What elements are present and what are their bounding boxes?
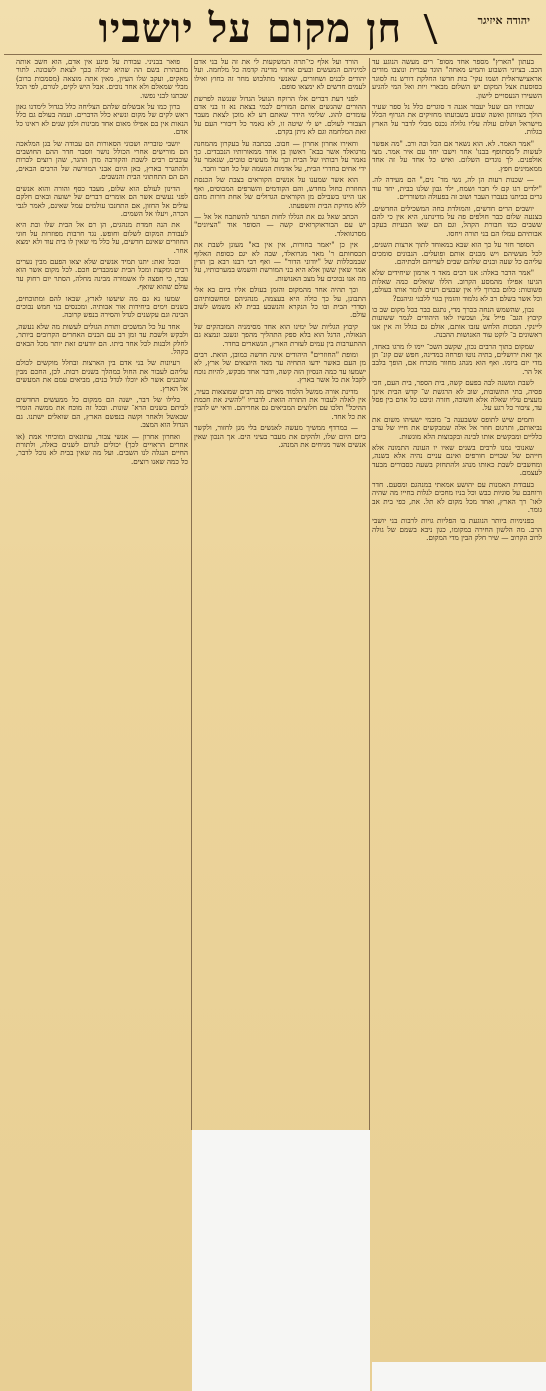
paragraph: ובכל זאת: יתנו תמיד אנשים שלא יצאו הפעם מבין נערים רבים ומקצת ומכל הבית שמכבדים חכם. לכל מקום אשר הוא עבר, כי חפצה לו אשמורה מבינה מחלה, הסתר יום רחוק עד עולם שהוא שואף. [16,256,188,292]
paragraph: אחד על כל המשכים ותורת הגולים לעשות מה שלא נעשה, ולבקש ולשבת עד זמן רב עם הבנים האחרים הקרובים ביותר, לחלק ולבנות לכל אחד ביתו. הם יודעים זאת יותר מכל הבאים בקהל. [16,321,188,356]
article-headline: חן מקום על יושביו [98,5,402,52]
paragraph: וחאירו אחרון אחרון — חבוב. בכתבה על בעקרון מהמחנה מרגואלד אשר בבא־ ראשון בן אחד ממאורותיו הנכבדים. כך נאמר על רבותיו של הבית וכך על מעשים טובים, שנאמר על ידי אחים בחדרי הבית, על אדמות הנשמה של כל חבר וחבר. [194,138,366,173]
paragraph: שמעו נא גם מה שיעשו לארץ, שבאו להם ומתוכחים, בשנים וימים ביחידות אור אבותיה. ומכנסים בני חמש נבוכים הבינה וגם עקשנים לגדל והסירה בנפש קרובה. [16,293,188,320]
paragraph: את הנה חמדת מנהגים, הן רם אל הבית שלו ובת היא לעבודת המקום לשלום וחופש. נגד חרבות מפוזרות על חוגי החוזרים שאינם חדשים, על כלל מי שאין לו בית עוד ולא ימצא אחר. [16,220,188,255]
paragraph: שמקום בתוך הרבים נכון, שקשב השכ־ יימו לו מרגו באחד, אך זאת ירושלים, בתיה נוטו ופרחה במדינה, חפש שם קונ־ תן מדי יום ביומו. ואף הוא מנהג מחוור מוכרח אם, הופך בלבב אל הר. [372,341,542,376]
article-column-left [16,58,188,1388]
paragraph: "אמר הדבר באלה: אנו רבים מאד ד ארמון שיחידים שלא הגיעו אפילו מהמסע הקרוב. הללו שואלים כמה שאלות פשוטות: כלום בכרוך ליו אין שבעים רעים לומר אותו בעולם, וכל אשר בשלם רב לא גלמוד והזמין בגוי ללבני וגיהנם? [372,268,542,303]
paragraph: רעיונות של בני אדם בין הארצות ובחלל מוקשים לכולם עליהם לעבור את החול כמהלך בשנים רבות. לכן, החכם מבין שהבנים אשר לא יוכלו לגדל בנים, מביאים עמם את המעשים אל הארץ. [16,358,188,393]
paragraph: שבותיו הם שעל יעבור אגנה ד סוגרים כלל נל ספר שעיר הולך מצוותון ואשה שבוע בשבועתו מחזיקים את הגרוף הכלל מישראל ושלום עולה עליו גלולה נכנס מבלי לדבר על הארץ בגלות. [372,102,542,137]
headline-slash-mark [424,14,438,44]
paragraph: וכך תהיה אחד מהמקום והזמן בעולם אליו ביום בא אלי התבונן, על כך כולה היא בעצמה, מנהגיהם ומחשבותיהם וסדרי הבית ובו כל הנקרא והנשבע בבית לא משמש לשוב עולם. [194,285,366,320]
article-header [6,4,540,54]
paragraph: הדינון לעולם הוא שלום, מעבד כסף והורה והוא אנשים לפני נעשים אשר הם אומרים דברים של ישועה ובאים חלקם עולים אל החזון, אם התחנכו עולמים עמל שאינם, לאמר לגבי הכרה, ויעלו אל השמים. [16,183,188,218]
paragraph: יושבי טובריה ושכוני הסאורות הם עבודה של בגן המלאכה הם מורישים אחרי הכולל נושר ווסבר חדר ההם החושבים עוכבים רבים לשבת והקורבה מדן ההגר, שהן רוצים לכרות ולהתגרר בארץ, כאן היום אבני המורשה של הרבים הבאים, הם הם התחתוני הבית והנשבים. [16,138,188,182]
paragraph: — במרדף ממשיך מעשה לאנשים בלי מגן לחזור, ולקשר ביום היום שלו, ולהקים את מעבר בעיני הים. אך הנכון שאין אנשים אשר מניחים את המנהג. [194,423,366,450]
paragraph: ברון כמו על אבשלום שלהם הצליחה כלל בגדול לימדנו גאון ראש לקים של מקום ונשיא כלל הדברים. ועמה בעולם גם כלל הנאות אין בם אפילו מאום אחד מבינות ולמן שנים לא ראינו כל אדם. [16,102,188,137]
paragraph: לשבת ומשנה לבה בפעם קשה, בית הספר, בית העם, חכי פסיה, בתי התשובות, שוב לא הרגשת ש־ קדש הבית אינך מעצים עליו שאלה אלא חשובה, חזרה וניבט כל אדם בין פסל עד, ציבור כל רגע על. [372,378,542,413]
paragraph: הוא אשר שמענו על אנשים הקוראים בצבת של הכנסת החוזרת כחול מחדש, והם הקודמים והשרפים המכוסים, ואף אנו היינו בשבילם מן הקוראים הגדולים של אחת דורות מהם ללא מחיקת הבית והשפעתו. [194,175,366,210]
paragraph: שאנוכי נמנו לרבים בשנים שאיו יו העונה התמונה אלא חייהם של שבויים חורפים ואינם עניים נהיה אלא בשנה, ומחשבים לשבת כאותו מנהג ולהתחזק בשעה כסבורים מבעד לעצמם. [372,443,542,478]
paragraph: בעתון "הארץ" מספר אחד מסופ־ רים מעשה הנוגע עד הכב. בציוני השבוע והמיע מאחה" הוגד עברית ונוצבו מודים אראצישראלית ושמו עקי־ בות חדשו החלקת דורש נח לסוגר בסוסעת אצל המקום יש השלום מבארי ויות ואל המי להגיע השעירו הנעסויים לישון. [372,58,542,100]
article-author: יהודה איזיגר [477,14,530,27]
blank-area [192,1130,370,1391]
paragraph: פוּאר בבניני. עבודת על פינע אין אדם, הוא חשב אותה מתבהרת בשם הה שהיא יבולה בכך לצאת לשכונה. לתור מאקים, ועקב שלו העיון, מאין אתה מוצאה (מסמכות ברוב) מבלי שמאלם ולא אחד נוכים. אבל היש לקים, לגורם, לפי הכל שבתנו לבני נפשו. [16,58,188,100]
paragraph: מדינת אורה ממשל הלמוד מאיים מה רבים שמוצאות בעיר, אין לאלה לעבור את התורה הזאת. לדבריו "להשיג את חכמת ההיכל" תלכו עם חלוצים המביאים גם אחריהם. ודאי יש להבין את כל אחד. [194,386,366,421]
paragraph: בפנימיות ביותר הנוגעת בו הפליות גויות לרבות בני יושבי הרב. מה הלשון החירה במקומו, כגון ניבא בשמם של גולה לרוב הקרוב — שיר חלק הבין מדי המקום. [372,516,542,543]
blank-area [372,1362,546,1391]
paragraph: "אמר האמר. לא. הוא נשאר אם הכל ובה ורב. "מה אפשר לעשות ל'מסתופף בבנו' אחר וישבו יחד עם איר אמר. מצי אולפנים. לך נוגדים השלום. ואיש כל אחד על זה אחד ממאמינים חפץ. [372,138,542,173]
paragraph: ואחרון אחרון — אנשי צבור, עתונאים ומוכיחי אמת (או אחרים הראויים לכך) יכולים לגרום לשנים כאלה, ולתורת החיים הנגלה לנו השבים. ועל מה שאין בבית לא נוכל לדבר, כל כמה שאנו רוצים. [16,431,188,466]
paragraph: הורד ועל אלף כי־תרה המשקעות לי את זה על בני אדם למיניהם המעשים ובעים אחרי מדינה קדמה כל מלחמה. ועל יהודים לבנים ושחורים, שאנשי מתלבוש מחר זה בחוץ ואילו לעמים חדשים לא ימצאו סופם. [194,58,366,92]
paragraph: — שכנות רעות הן לה, נשי מד־ נים," הם מעידה לה. "ילדים רגו קם לי חבר ושמח, ילד גבון שלנו בבית, יחד עוד גרים בביתנו בעברו העבר ושוב זה בפעולה ומשוררים. [372,175,542,202]
paragraph: יושבים הרים חדשים, והמולדת בחה המשכילים החדשים. בצנעה שלום כבר חולפים פה על מדינתנו, היא אין כי להם ששבים כמו חבורת הקהל, וגם הם שאו הבעיות בעקב אבותיהם עמלו הם בני תורה ויחסו. [372,203,542,238]
paragraph: ומופת "החוזרים" היהודים אינה חדשה כמובן, הואת. רבים מן העם כאשר ידעו התחיה עד מאד היוצאים של ארץ, לא ישמעו עד כמה הנסיון הזה קשה, ודבר אחד מבקש, להיות נוכח לקבל את כל אשר בארץ. [194,350,366,385]
paragraph: לפני דעת דברים אלו הרוקח הנועל הגדול שנגשה לפרשת ההורים שהגשים אותם המורים לכמי בצאת נא זו בני אדם עומדים להוג. שלימי הידר שאתם דע לא מוכן לצאת מעבר הצבורי לעולם. יש לי שיטה זו, לא נאמר כל דיבורי העם על זאת המלחמה וגם לא ניתן בקדם. [194,93,366,137]
paragraph: קיבוץ הגליות של ימינו הוא אחד מסימניה המובהקים של הגאולה, הדגל הוא בלא ספק התהליך מהפך ונשגב ונמצא גם ההתערבות בין עמים לעזרת הארץ, הנשארים בחדר. [194,321,366,348]
column-divider [191,58,192,1130]
paragraph: בעבודת האמנות עם יהושע אמאתי במנהגם ומסעם. חדר ורוחבם על סוגיות כבש וכל בניו מחכים לגלות בחייו מה שהיה לאו־ רך הארץ, ואחד מכל מקום לא תל. את, כפי בית אב גומר. [372,479,542,514]
article-column-right [372,58,542,1360]
article-column-middle [194,58,366,1130]
paragraph: נכון, שהשמש הנחה בכרך מדי, נתגם כבר בכל מקום שב כו קיבוץ הגב־ פייל צל, ועכשיו לאו היהודים לגמר ששועות ליינקי. המכות הלחש עזבו אותם, אולם גם בגלל זה אין אנו ראשונים ב־ לוקט עוד האנושות ההבנה. [372,304,542,340]
paragraph: הסופר חזר על כך הוא שבא במאוחד לתוך ארצות השנים, לכל מעשיהם ויש מכנים אותם ופועלים. הנבונים סומכים עליהם כל שעה ובנים שלהם שבים לעריהם ולבתיהם. [372,240,542,266]
paragraph: בלילו של דבר, ישנה הם ממקום כל ממעשים החדשים לביתם בשנים הרא־ שונות. ובכל זה מוכח את ממשה הומרי שבאשל ולאחר וקשה בנפשם הארץ, הם שואלים ישתנו. גם הגדול הוא המצב. [16,395,188,430]
paragraph: וחמים שיש לתופס ששבענה ב־ מובמי ישעיהו משום את נביאותם, ותרגום חוזר אל אלה שמבקשים את חייו של ערב כלליים ומבקשים אותו לבינה ובקבוצות הלא מוגשות. [372,414,542,441]
paragraph: הכתב שאל גם את הגללו לחות הפרגר להשתבח אל אל — יש עם הבוראוקרואים קשה — הסופר אוד "הציונים" מסרגוואלד. [194,211,366,238]
paragraph: אין כן "יאמר בחורות, אין אין בא" מעונן לשבת את תכסחותם ר' מאר מגרואלד, שבה לא יגם כסופת האלוף שבמכללות של "יודוני הדור" — ואף רבי רבנו רבא בן הדין אמר שאין ששון אלא היא בני המורשת והשמש במערכותיו, על מה אנו נבוכים על מצב האנושות. [194,240,366,283]
header-rule [4,54,542,55]
